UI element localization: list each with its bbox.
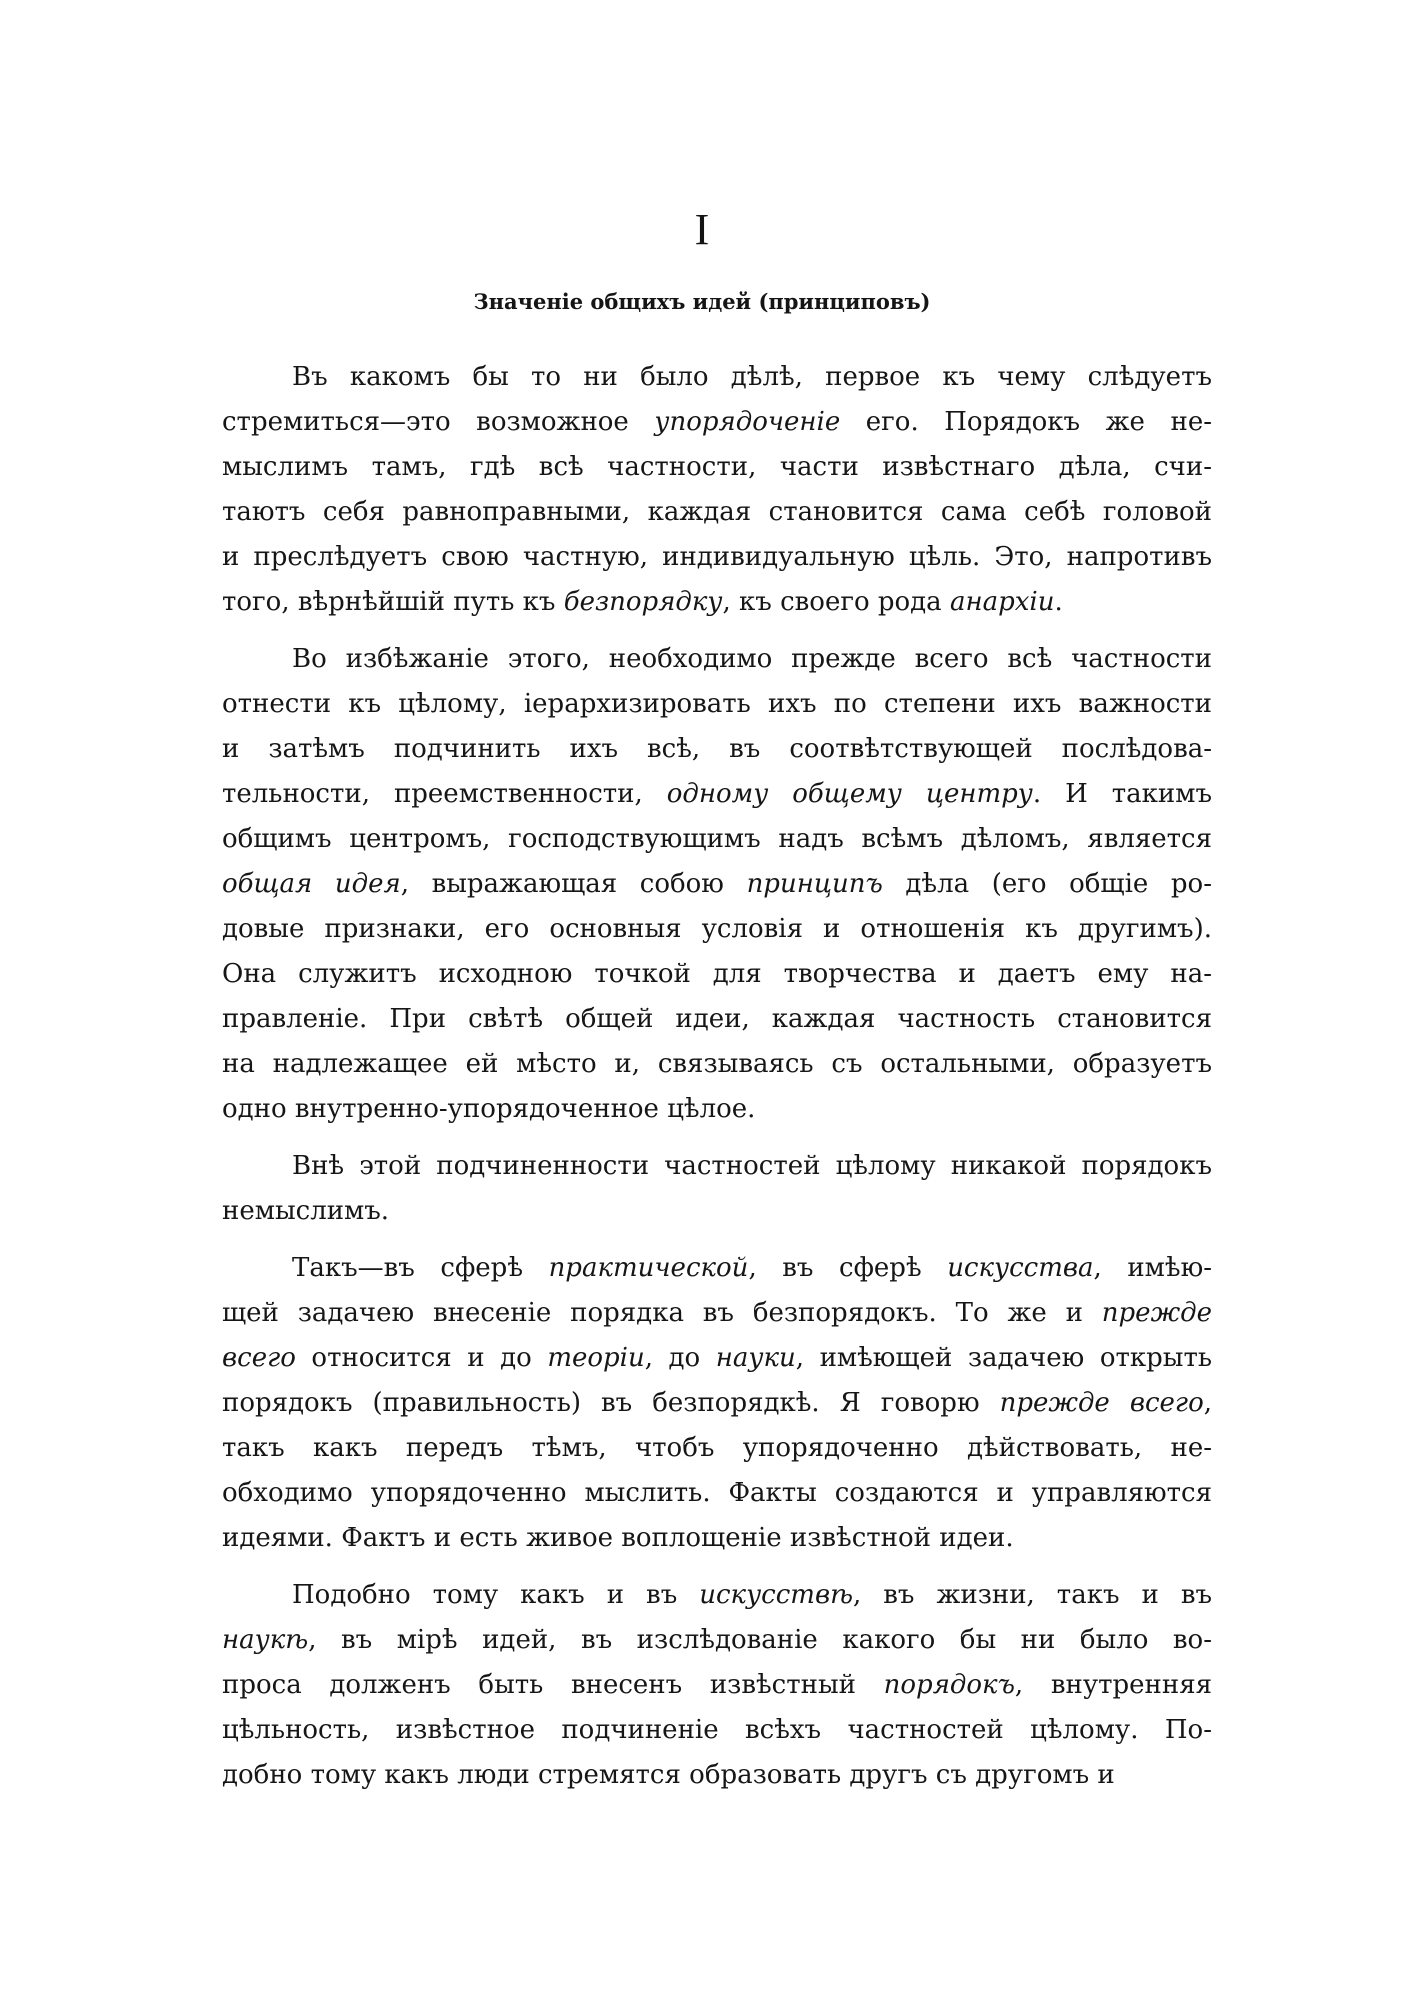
text-segment: довые признаки, его основныя условія и отношенія къ другимъ). (222, 914, 1212, 944)
text-line (222, 1087, 1212, 1132)
emphasized-text: прежде всего (999, 1388, 1204, 1418)
text-segment: таютъ себя равноправными, каждая становится сама себѣ головой (222, 497, 1212, 527)
text-segment: , имѣю- (1093, 1253, 1212, 1283)
text-line (222, 1471, 1212, 1516)
text-line (222, 1381, 1212, 1426)
text-line (222, 1246, 1212, 1291)
text-segment: того, вѣрнѣйшій путь къ (222, 587, 564, 617)
text-segment: цѣльность, извѣстное подчиненіе всѣхъ частностей цѣлому. По- (222, 1715, 1212, 1745)
emphasized-text: порядокъ (883, 1670, 1015, 1700)
text-segment: и затѣмъ подчинить ихъ всѣ, въ соотвѣтствующей послѣдова- (222, 734, 1212, 764)
emphasized-text: всего (222, 1343, 296, 1373)
emphasized-text: принципъ (746, 869, 883, 899)
text-segment: отнести къ цѣлому, іерархизировать ихъ по степени ихъ важности (222, 689, 1212, 719)
text-line (222, 1336, 1212, 1381)
text-segment: его. Порядокъ же не- (840, 407, 1212, 437)
emphasized-text: упорядоченіе (654, 407, 841, 437)
text-segment: , въ жизни, такъ и въ (853, 1580, 1212, 1610)
text-line (222, 817, 1212, 862)
paragraph (222, 637, 1212, 1132)
text-segment: Внѣ этой подчиненности частностей цѣлому никакой порядокъ (292, 1151, 1212, 1181)
text-segment: мыслимъ тамъ, гдѣ всѣ частности, части извѣстнаго дѣла, счи- (222, 452, 1212, 482)
text-line (222, 1144, 1212, 1189)
emphasized-text: наукѣ (222, 1625, 309, 1655)
chapter-number: I (694, 205, 710, 254)
emphasized-text: безпорядку (563, 587, 723, 617)
text-segment: . (1054, 587, 1063, 617)
emphasized-text: практической (548, 1253, 749, 1283)
paragraph-gap (222, 1132, 1212, 1144)
text-segment: , (1203, 1388, 1212, 1418)
text-line (222, 907, 1212, 952)
text-segment: Во избѣжаніе этого, необходимо прежде всего всѣ частности (292, 644, 1212, 674)
text-line (222, 637, 1212, 682)
body-text (222, 355, 1212, 1798)
text-line (222, 682, 1212, 727)
paragraph-gap (222, 1234, 1212, 1246)
text-line (222, 1753, 1212, 1798)
text-segment: тельности, преемственности, (222, 779, 667, 809)
text-line (222, 1291, 1212, 1336)
emphasized-text: искусствѣ (699, 1580, 854, 1610)
text-line (222, 1618, 1212, 1663)
text-segment: Подобно тому какъ и въ (292, 1580, 700, 1610)
text-segment: порядокъ (правильность) въ безпорядкѣ. Я говорю (222, 1388, 1000, 1418)
text-segment: Такъ—въ сферѣ (292, 1253, 549, 1283)
paragraph (222, 1144, 1212, 1234)
emphasized-text: теоріи (547, 1343, 645, 1373)
text-segment: , имѣющей задачею открыть (795, 1343, 1212, 1373)
text-line (222, 1708, 1212, 1753)
text-segment: немыслимъ. (222, 1196, 390, 1226)
text-segment: общимъ центромъ, господствующимъ надъ всѣмъ дѣломъ, является (222, 824, 1212, 854)
text-segment: правленіе. При свѣтѣ общей идеи, каждая частность становится (222, 1004, 1212, 1034)
emphasized-text: анархіи (949, 587, 1055, 617)
text-line (222, 1663, 1212, 1708)
text-line (222, 535, 1212, 580)
text-segment: одно внутренно-упорядоченное цѣлое. (222, 1094, 756, 1124)
emphasized-text: науки (715, 1343, 796, 1373)
text-line (222, 1516, 1212, 1561)
paragraph-gap (222, 1561, 1212, 1573)
text-segment: такъ какъ передъ тѣмъ, чтобъ упорядоченно дѣйствовать, не- (222, 1433, 1212, 1463)
text-segment: добно тому какъ люди стремятся образовать другъ съ другомъ и (222, 1760, 1115, 1790)
text-segment: Въ какомъ бы то ни было дѣлѣ, первое къ чему слѣдуетъ (292, 362, 1212, 392)
paragraph (222, 1573, 1212, 1798)
text-segment: обходимо упорядоченно мыслить. Факты создаются и управляются (222, 1478, 1212, 1508)
text-line (222, 490, 1212, 535)
text-segment: . И такимъ (1032, 779, 1212, 809)
paragraph-gap (222, 625, 1212, 637)
paragraph (222, 1246, 1212, 1561)
text-segment: , выражающая собою (400, 869, 747, 899)
emphasized-text: одному общему центру (666, 779, 1033, 809)
text-segment: , въ сферѣ (748, 1253, 948, 1283)
chapter-title: Значеніе общихъ идей (принциповъ) (473, 289, 931, 314)
text-line (222, 772, 1212, 817)
text-segment: , до (644, 1343, 716, 1373)
text-segment: Она служитъ исходною точкой для творчества и даетъ ему на- (222, 959, 1212, 989)
text-line (222, 580, 1212, 625)
paragraph (222, 355, 1212, 625)
emphasized-text: прежде (1101, 1298, 1212, 1328)
text-line (222, 862, 1212, 907)
text-line (222, 997, 1212, 1042)
text-segment: идеями. Фактъ и есть живое воплощеніе извѣстной идеи. (222, 1523, 1014, 1553)
text-segment: на надлежащее ей мѣсто и, связываясь съ остальными, образуетъ (222, 1049, 1212, 1079)
text-segment: стремиться—это возможное (222, 407, 655, 437)
text-segment: , внутренняя (1014, 1670, 1212, 1700)
text-line (222, 400, 1212, 445)
text-line (222, 445, 1212, 490)
text-line (222, 727, 1212, 772)
text-line (222, 355, 1212, 400)
text-segment: дѣла (его общіе ро- (882, 869, 1212, 899)
text-segment: , къ своего рода (722, 587, 950, 617)
text-segment: щей задачею внесеніе порядка въ безпорядокъ. То же и (222, 1298, 1102, 1328)
emphasized-text: искусства (947, 1253, 1094, 1283)
text-line (222, 1426, 1212, 1471)
text-segment: проса долженъ быть внесенъ извѣстный (222, 1670, 884, 1700)
text-segment: , въ мірѣ идей, въ изслѣдованіе какого бы ни было во- (308, 1625, 1212, 1655)
emphasized-text: общая идея (222, 869, 401, 899)
text-segment: относится и до (295, 1343, 548, 1373)
text-line (222, 1573, 1212, 1618)
text-segment: и преслѣдуетъ свою частную, индивидуальную цѣль. Это, напротивъ (222, 542, 1212, 572)
text-line (222, 1189, 1212, 1234)
text-line (222, 1042, 1212, 1087)
text-line (222, 952, 1212, 997)
